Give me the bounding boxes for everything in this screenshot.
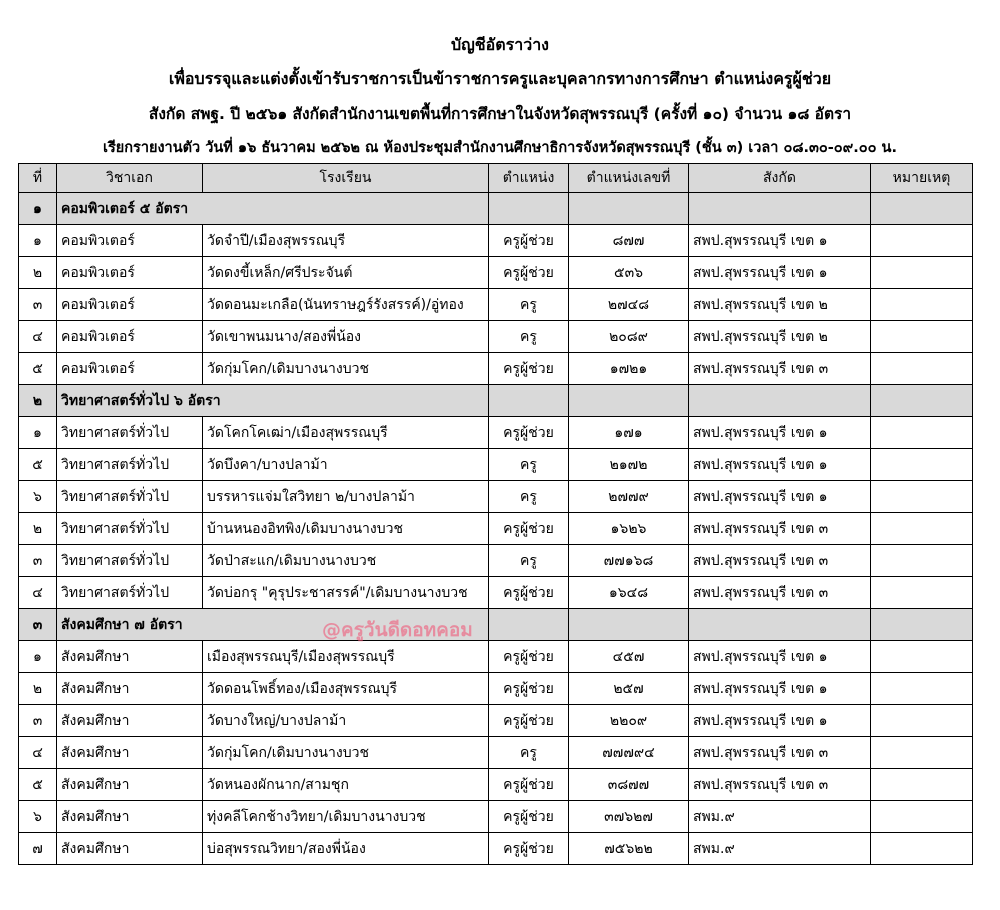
row-office: สพป.สุพรรณบุรี เขต ๑	[689, 449, 871, 481]
group-empty-cell	[871, 609, 973, 641]
row-major: สังคมศึกษา	[57, 833, 203, 865]
row-position-number: ๘๗๗	[569, 225, 689, 257]
row-no: ๔	[19, 737, 57, 769]
row-no: ๓	[19, 705, 57, 737]
row-major: คอมพิวเตอร์	[57, 289, 203, 321]
row-position-number: ๒๒๐๙	[569, 705, 689, 737]
row-no: ๗	[19, 833, 57, 865]
table-row	[19, 577, 973, 609]
row-no: ๖	[19, 801, 57, 833]
table-row	[19, 673, 973, 705]
group-empty-cell	[489, 193, 569, 225]
watermark: @ครูวันดีดอทคอม	[322, 619, 473, 641]
row-note	[871, 289, 973, 321]
row-school: วัดดอนโพธิ์ทอง/เมืองสุพรรณบุรี	[203, 673, 489, 705]
table-header-row	[19, 164, 973, 193]
row-position-number: ๗๗๑๖๘	[569, 545, 689, 577]
table-body	[19, 193, 973, 865]
row-position: ครูผู้ช่วย	[489, 353, 569, 385]
row-office: สพป.สุพรรณบุรี เขต ๓	[689, 353, 871, 385]
row-office: สพป.สุพรรณบุรี เขต ๓	[689, 577, 871, 609]
row-position-number: ๒๑๗๒	[569, 449, 689, 481]
row-position-number: ๑๖๒๖	[569, 513, 689, 545]
row-note	[871, 417, 973, 449]
column-header-office: สังกัด	[689, 164, 871, 193]
group-empty-cell	[871, 385, 973, 417]
report-schedule: เรียกรายงานตัว วันที่ ๑๖ ธันวาคม ๒๕๖๒ ณ ห้องประชุมสำนักงานศึกษาธิการจังหวัดสุพรรณบุรี (ชั้น ๓) เวลา ๐๘.๓๐-๐๙.๐๐ น.	[103, 140, 897, 156]
group-number: ๑	[19, 193, 57, 225]
row-office: สพป.สุพรรณบุรี เขต ๑	[689, 705, 871, 737]
row-school: วัดบางใหญ่/บางปลาม้า	[203, 705, 489, 737]
row-major: วิทยาศาสตร์ทั่วไป	[57, 481, 203, 513]
group-empty-cell	[569, 193, 689, 225]
row-office: สพม.๙	[689, 801, 871, 833]
row-major: คอมพิวเตอร์	[57, 353, 203, 385]
table-row	[19, 225, 973, 257]
row-school: ทุ่งคลีโคกช้างวิทยา/เดิมบางนางบวช	[203, 801, 489, 833]
row-note	[871, 545, 973, 577]
row-note	[871, 513, 973, 545]
row-school: วัดดอนมะเกลือ(นันทราษฎร์รังสรรค์)/อู่ทอง	[203, 289, 489, 321]
row-no: ๑	[19, 417, 57, 449]
table-row	[19, 417, 973, 449]
row-no: ๒	[19, 257, 57, 289]
row-note	[871, 769, 973, 801]
row-school: วัดกุ่มโคก/เดิมบางนางบวช	[203, 353, 489, 385]
table-row	[19, 801, 973, 833]
row-school: บรรหารแจ่มใสวิทยา ๒/บางปลาม้า	[203, 481, 489, 513]
row-note	[871, 353, 973, 385]
row-position: ครูผู้ช่วย	[489, 417, 569, 449]
group-empty-cell	[569, 385, 689, 417]
group-empty-cell	[689, 609, 871, 641]
row-note	[871, 577, 973, 609]
column-header-no: ที่	[19, 164, 57, 193]
column-header-position-number: ตำแหน่งเลขที่	[569, 164, 689, 193]
row-position: ครูผู้ช่วย	[489, 769, 569, 801]
column-header-note: หมายเหตุ	[871, 164, 973, 193]
row-office: สพป.สุพรรณบุรี เขต ๒	[689, 289, 871, 321]
row-note	[871, 257, 973, 289]
row-no: ๓	[19, 545, 57, 577]
row-position: ครูผู้ช่วย	[489, 705, 569, 737]
row-position: ครู	[489, 481, 569, 513]
row-major: คอมพิวเตอร์	[57, 321, 203, 353]
table-row	[19, 353, 973, 385]
table-row	[19, 737, 973, 769]
row-school: วัดป่าสะแก/เดิมบางนางบวช	[203, 545, 489, 577]
row-no: ๕	[19, 449, 57, 481]
row-major: สังคมศึกษา	[57, 641, 203, 673]
row-major: สังคมศึกษา	[57, 705, 203, 737]
row-position-number: ๔๕๗	[569, 641, 689, 673]
row-position-number: ๒๕๗	[569, 673, 689, 705]
row-position: ครู	[489, 321, 569, 353]
row-position: ครู	[489, 289, 569, 321]
row-no: ๑	[19, 641, 57, 673]
group-empty-cell	[689, 193, 871, 225]
table-row	[19, 705, 973, 737]
row-office: สพป.สุพรรณบุรี เขต ๑	[689, 417, 871, 449]
row-major: คอมพิวเตอร์	[57, 257, 203, 289]
row-position-number: ๒๗๔๘	[569, 289, 689, 321]
group-title: วิทยาศาสตร์ทั่วไป ๖ อัตรา	[57, 385, 489, 417]
row-position-number: ๓๘๗๗	[569, 769, 689, 801]
row-no: ๒	[19, 673, 57, 705]
row-position: ครู	[489, 449, 569, 481]
row-position-number: ๕๓๖	[569, 257, 689, 289]
row-school: วัดกุ่มโคก/เดิมบางนางบวช	[203, 737, 489, 769]
group-title: สังคมศึกษา ๗ อัตรา	[57, 609, 489, 641]
table-row	[19, 641, 973, 673]
row-major: สังคมศึกษา	[57, 769, 203, 801]
row-office: สพป.สุพรรณบุรี เขต ๓	[689, 769, 871, 801]
table-row	[19, 289, 973, 321]
row-note	[871, 641, 973, 673]
row-major: วิทยาศาสตร์ทั่วไป	[57, 449, 203, 481]
row-position: ครูผู้ช่วย	[489, 833, 569, 865]
group-empty-cell	[489, 609, 569, 641]
row-major: สังคมศึกษา	[57, 673, 203, 705]
table-row	[19, 769, 973, 801]
table-row	[19, 481, 973, 513]
table-row	[19, 513, 973, 545]
row-no: ๑	[19, 225, 57, 257]
row-no: ๖	[19, 481, 57, 513]
row-position: ครูผู้ช่วย	[489, 673, 569, 705]
row-major: คอมพิวเตอร์	[57, 225, 203, 257]
row-office: สพป.สุพรรณบุรี เขต ๑	[689, 257, 871, 289]
table-row	[19, 257, 973, 289]
table-row	[19, 833, 973, 865]
row-no: ๔	[19, 577, 57, 609]
row-major: วิทยาศาสตร์ทั่วไป	[57, 417, 203, 449]
column-header-position: ตำแหน่ง	[489, 164, 569, 193]
row-school: วัดหนองผักนาก/สามชุก	[203, 769, 489, 801]
group-title: คอมพิวเตอร์ ๕ อัตรา	[57, 193, 489, 225]
row-major: สังคมศึกษา	[57, 737, 203, 769]
row-office: สพป.สุพรรณบุรี เขต ๒	[689, 321, 871, 353]
row-note	[871, 321, 973, 353]
group-empty-cell	[569, 609, 689, 641]
row-note	[871, 673, 973, 705]
row-note	[871, 833, 973, 865]
column-header-major: วิชาเอก	[57, 164, 203, 193]
group-row	[19, 385, 973, 417]
row-note	[871, 225, 973, 257]
row-position-number: ๒๐๘๙	[569, 321, 689, 353]
row-position-number: ๓๗๖๒๗	[569, 801, 689, 833]
row-note	[871, 705, 973, 737]
row-major: วิทยาศาสตร์ทั่วไป	[57, 577, 203, 609]
document-subtitle: เพื่อบรรจุและแต่งตั้งเข้ารับราชการเป็นข้าราชการครูและบุคลากรทางการศึกษา ตำแหน่งครูผู้ช่วย	[168, 69, 832, 88]
row-position-number: ๑๖๔๘	[569, 577, 689, 609]
row-note	[871, 449, 973, 481]
row-position: ครูผู้ช่วย	[489, 225, 569, 257]
row-no: ๒	[19, 513, 57, 545]
vacancy-table	[18, 163, 973, 865]
row-position: ครูผู้ช่วย	[489, 257, 569, 289]
row-no: ๓	[19, 289, 57, 321]
row-school: วัดจำปี/เมืองสุพรรณบุรี	[203, 225, 489, 257]
group-row	[19, 193, 973, 225]
row-office: สพป.สุพรรณบุรี เขต ๑	[689, 673, 871, 705]
row-position: ครูผู้ช่วย	[489, 641, 569, 673]
row-school: วัดบึงคา/บางปลาม้า	[203, 449, 489, 481]
row-major: สังคมศึกษา	[57, 801, 203, 833]
table-row	[19, 321, 973, 353]
row-office: สพป.สุพรรณบุรี เขต ๑	[689, 225, 871, 257]
row-position-number: ๒๗๗๙	[569, 481, 689, 513]
row-no: ๕	[19, 769, 57, 801]
row-office: สพป.สุพรรณบุรี เขต ๓	[689, 513, 871, 545]
table-row	[19, 545, 973, 577]
row-position-number: ๑๗๑	[569, 417, 689, 449]
row-office: สพป.สุพรรณบุรี เขต ๑	[689, 481, 871, 513]
row-position-number: ๗๕๖๒๒	[569, 833, 689, 865]
group-number: ๒	[19, 385, 57, 417]
group-empty-cell	[489, 385, 569, 417]
row-school: บ่อสุพรรณวิทยา/สองพี่น้อง	[203, 833, 489, 865]
row-position: ครู	[489, 737, 569, 769]
row-major: วิทยาศาสตร์ทั่วไป	[57, 513, 203, 545]
row-position: ครูผู้ช่วย	[489, 801, 569, 833]
row-no: ๔	[19, 321, 57, 353]
row-school: วัดดงขี้เหล็ก/ศรีประจันต์	[203, 257, 489, 289]
group-empty-cell	[689, 385, 871, 417]
row-office: สพป.สุพรรณบุรี เขต ๓	[689, 545, 871, 577]
row-office: สพป.สุพรรณบุรี เขต ๑	[689, 641, 871, 673]
row-school: วัดโคกโคเฒ่า/เมืองสุพรรณบุรี	[203, 417, 489, 449]
row-note	[871, 737, 973, 769]
row-school: เมืองสุพรรณบุรี/เมืองสุพรรณบุรี	[203, 641, 489, 673]
column-header-school: โรงเรียน	[203, 164, 489, 193]
document-scope: สังกัด สพฐ. ปี ๒๕๖๑ สังกัดสำนักงานเขตพื้นที่การศึกษาในจังหวัดสุพรรณบุรี (ครั้งที่ ๑๐) จำนวน ๑๘ อัตรา	[148, 105, 852, 123]
row-school: วัดเขาพนมนาง/สองพี่น้อง	[203, 321, 489, 353]
row-position: ครู	[489, 545, 569, 577]
row-no: ๕	[19, 353, 57, 385]
row-position-number: ๑๗๒๑	[569, 353, 689, 385]
row-office: สพม.๙	[689, 833, 871, 865]
group-number: ๓	[19, 609, 57, 641]
row-note	[871, 481, 973, 513]
group-empty-cell	[871, 193, 973, 225]
row-school: บ้านหนองอิทพิง/เดิมบางนางบวช	[203, 513, 489, 545]
row-school: วัดบ่อกรุ "คุรุประชาสรรค์"/เดิมบางนางบวช	[203, 577, 489, 609]
row-position: ครูผู้ช่วย	[489, 577, 569, 609]
row-major: วิทยาศาสตร์ทั่วไป	[57, 545, 203, 577]
group-row	[19, 609, 973, 641]
row-office: สพป.สุพรรณบุรี เขต ๓	[689, 737, 871, 769]
row-position: ครูผู้ช่วย	[489, 513, 569, 545]
table-row	[19, 449, 973, 481]
document-title: บัญชีอัตราว่าง	[450, 35, 549, 54]
row-position-number: ๗๗๗๙๔	[569, 737, 689, 769]
row-note	[871, 801, 973, 833]
